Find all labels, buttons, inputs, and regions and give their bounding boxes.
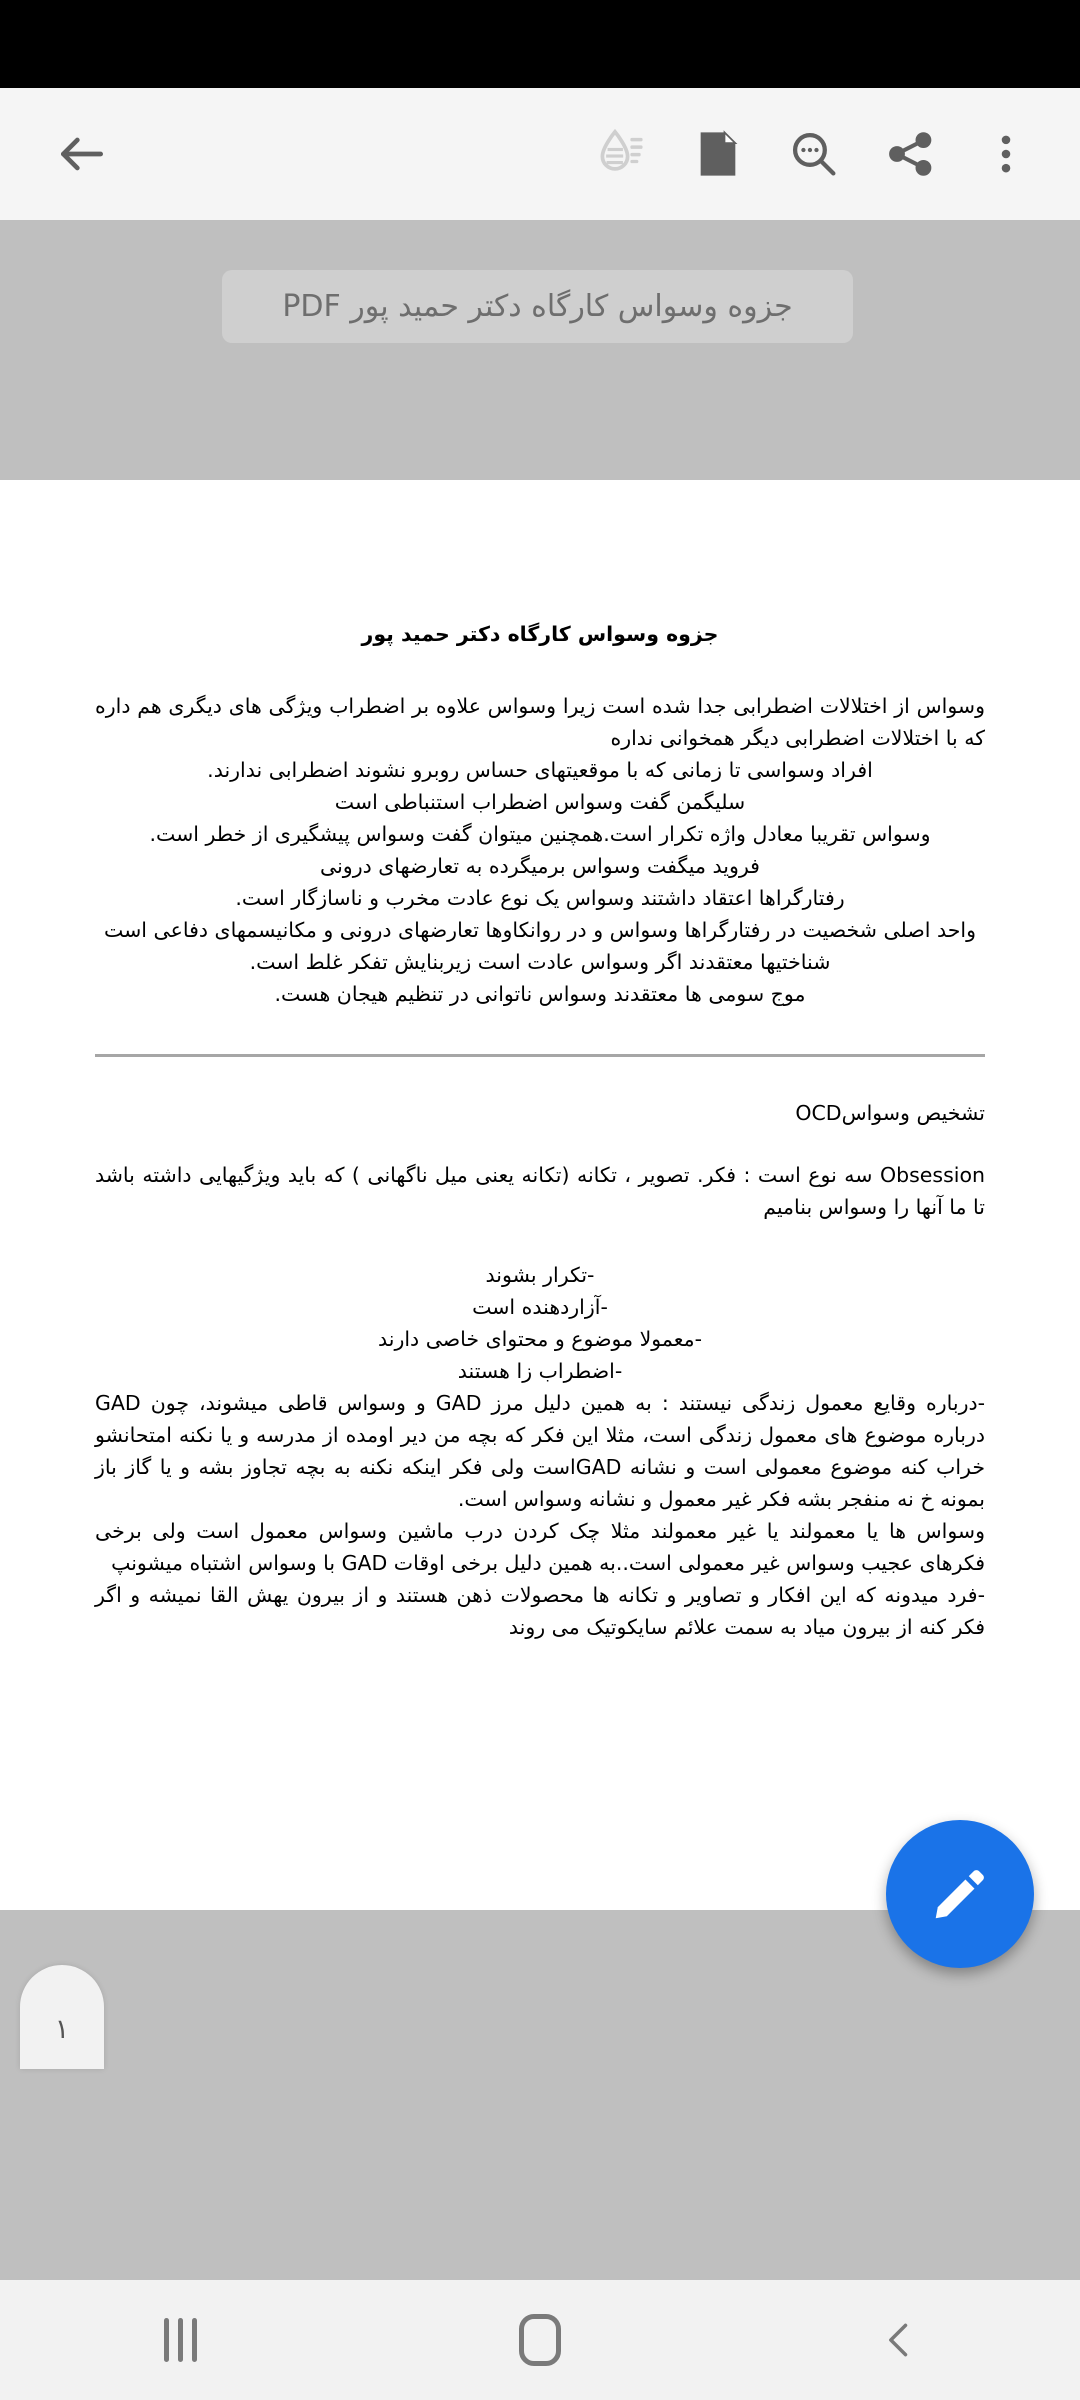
toolbar-right-group	[574, 106, 1080, 202]
home-icon[interactable]	[440, 2280, 640, 2400]
page-title: جزوه وسواس کارگاه دکتر حمید پور	[361, 622, 719, 646]
section-divider	[95, 1054, 985, 1057]
recents-bar	[192, 2318, 197, 2362]
doc-paragraph: موج سومی ها معتقدند وسواس ناتوانی در تنظیم هیجان هست.	[274, 982, 806, 1006]
system-navigation-bar	[0, 2280, 1080, 2400]
bullet-item: -آزاردهنده است	[472, 1295, 608, 1319]
doc-paragraph: -درباره وقایع معمول زندگی نیستند : به همین دلیل مرز GAD و وسواس قاطی میشوند، چون GAD درباره موضوع های معمول زندگی است، مثلا این فکر که بچه من دیر اومده از مدرسه و یا نکنه امتحانشو خراب کنه موضوع معمولی است و نشانه GADاست ولی فکر اینکه نکنه به بچه تجاوز بشه و یا گاز باز بمونه خ نه منفجر بشه فکر غیر معمول و نشانه وسواس است.	[95, 1391, 985, 1511]
pencil-icon	[929, 1863, 991, 1925]
bullet-item: -اضطراب زا هستند	[457, 1359, 623, 1383]
reading-mode-icon[interactable]	[574, 106, 670, 202]
doc-paragraph: -فرد میدونه که این افکار و تصاویر و تکانه ها محصولات ذهن هستند و از بیرون یهش القا نمیشه و اگر فکر کنه از بیرون میاد به سمت علائم سایکوتیک می روند	[95, 1583, 985, 1639]
section-heading: تشخیص وسواسOCD	[795, 1101, 985, 1125]
page-view-icon[interactable]	[670, 106, 766, 202]
doc-paragraph: وسواس از اختلالات اضطرابی جدا شده است زیرا وسواس علاوه بر اضطراب ویژگی های دیگری هم داره که با اختلالات اضطرابی دیگر همخوانی نداره	[95, 694, 985, 750]
filename-pill	[222, 270, 853, 343]
doc-paragraph: وسواس تقریبا معادل واژه تکرار است.همچنین میتوان گفت وسواس پیشگیری از خطر است.	[149, 822, 931, 846]
recents-glyph	[164, 2318, 197, 2362]
share-icon[interactable]	[862, 106, 958, 202]
doc-paragraph: شناختیها معتقدند اگر وسواس عادت است زیربنایش تفکر غلط است.	[249, 950, 831, 974]
pdf-page	[0, 480, 1080, 1910]
edit-fab-button[interactable]	[886, 1820, 1034, 1968]
pdf-viewer[interactable]	[0, 220, 1080, 2280]
recents-icon[interactable]	[80, 2280, 280, 2400]
doc-paragraph: افراد وسواسی تا زمانی که با موقعیتهای حساس روبرو نشوند اضطرابی ندارند.	[207, 758, 873, 782]
bullet-item: -تکرار بشوند	[485, 1263, 595, 1287]
doc-paragraph: فروید میگفت وسواس برمیگرده به تعارضهای درونی	[320, 854, 760, 878]
obsession-paragraph: Obsession سه نوع است : فکر. تصویر ، تکانه (تکانه یعنی میل ناگهانی ) که باید ویژگیهایی داشته باشد تا ما آنها را وسواس بنامیم	[95, 1163, 985, 1219]
back-arrow-icon[interactable]	[34, 106, 130, 202]
back-nav-icon[interactable]	[800, 2280, 1000, 2400]
doc-paragraph: سلیگمن گفت وسواس اضطراب استنباطی است	[334, 790, 746, 814]
home-glyph	[519, 2314, 561, 2366]
doc-paragraph: واحد اصلی شخصیت در رفتارگراها وسواس و در روانکاوها تعارضهای درونی و مکانیسمهای دفاعی است	[104, 918, 976, 942]
spacer	[95, 1223, 985, 1259]
page-number-chip[interactable]	[20, 1965, 104, 2069]
filename-text: جزوه وسواس کارگاه دکتر حمید پور PDF	[282, 289, 793, 324]
toolbar-left-group	[0, 106, 130, 202]
bullet-item: -معمولا موضوع و محتوای خاصی دارند	[377, 1327, 703, 1351]
status-bar	[0, 0, 1080, 88]
recents-bar	[164, 2318, 169, 2362]
more-options-icon[interactable]	[958, 106, 1054, 202]
app-toolbar	[0, 88, 1080, 220]
page-number-text: ۱	[54, 2014, 70, 2045]
search-icon[interactable]	[766, 106, 862, 202]
doc-paragraph: وسواس ها یا معمولند یا غیر معمولند مثلا چک کردن درب ماشین وسواس معمول است ولی برخی فکرهای عجیب وسواس غیر معمولی است..به همین دلیل برخی اوقات GAD با وسواس اشتباه میشونپ	[95, 1519, 985, 1575]
recents-bar	[178, 2318, 183, 2362]
doc-paragraph: رفتارگراها اعتقاد داشتند وسواس یک نوع عادت مخرب و ناسازگار است.	[235, 886, 845, 910]
